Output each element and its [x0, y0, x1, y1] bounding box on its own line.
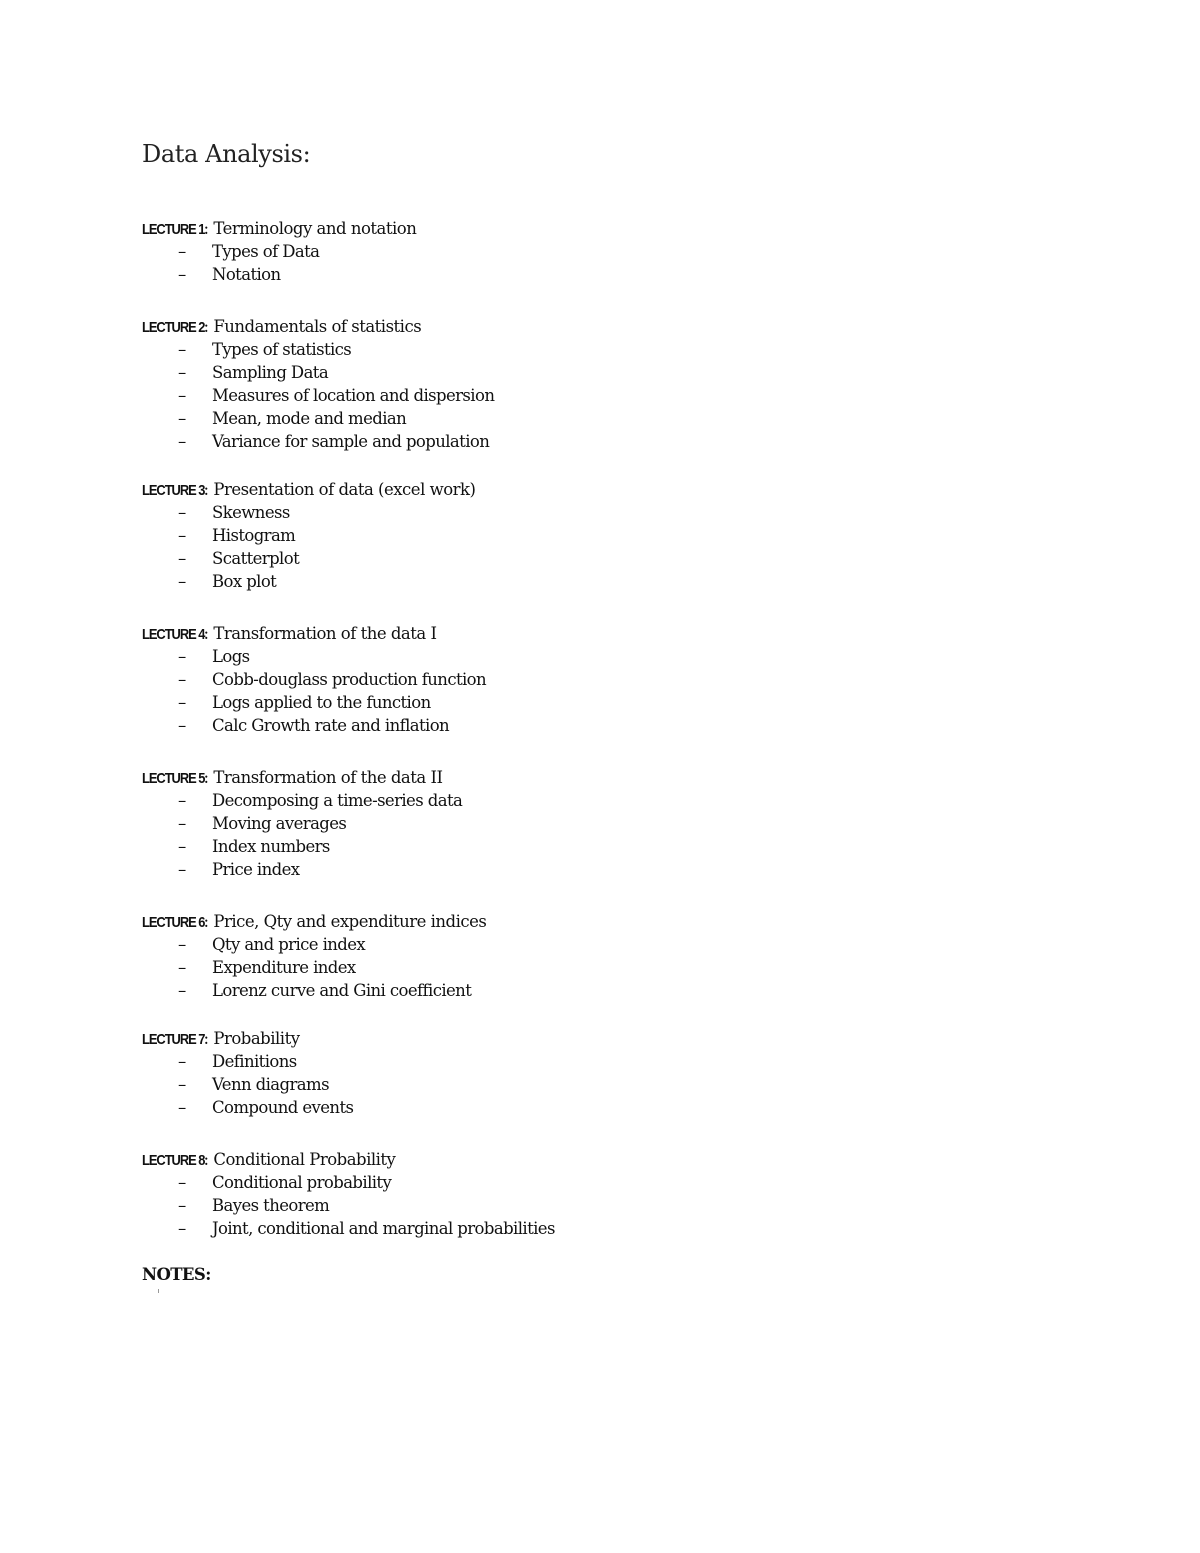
subtopic-text: Calc Growth rate and inflation: [212, 716, 450, 735]
dash-bullet: –: [178, 340, 186, 359]
dash-bullet: –: [178, 981, 186, 1000]
lecture-8-section: [142, 1148, 842, 1240]
lecture-subtopic-list: [142, 789, 842, 881]
dash-bullet: –: [178, 693, 186, 712]
lecture-topic: Probability: [213, 1029, 300, 1048]
subtopic-item: [142, 979, 842, 1002]
lecture-heading: [142, 910, 842, 933]
subtopic-item: [142, 407, 842, 430]
lecture-6-section: [142, 910, 842, 1002]
lecture-separator: :: [203, 1029, 209, 1048]
lecture-subtopic-list: [142, 240, 842, 286]
lecture-topic: Presentation of data (excel work): [213, 480, 476, 499]
subtopic-text: Logs: [212, 647, 250, 666]
subtopic-text: Sampling Data: [212, 363, 329, 382]
subtopic-item: [142, 430, 842, 453]
lecture-4-section: [142, 622, 842, 737]
subtopic-text: Joint, conditional and marginal probabilities: [212, 1219, 555, 1238]
subtopic-item: [142, 338, 842, 361]
subtopic-item: [142, 1171, 842, 1194]
dash-bullet: –: [178, 549, 186, 568]
dash-bullet: –: [178, 572, 186, 591]
lecture-heading: [142, 315, 842, 338]
dash-bullet: –: [178, 1219, 186, 1238]
lecture-subtopic-list: [142, 1050, 842, 1119]
subtopic-item: [142, 714, 842, 737]
lecture-topic: Conditional Probability: [213, 1150, 396, 1169]
subtopic-text: Definitions: [212, 1052, 297, 1071]
lecture-label: LECTURE 6: [142, 914, 205, 931]
subtopic-item: [142, 668, 842, 691]
dash-bullet: –: [178, 1075, 186, 1094]
dash-bullet: –: [178, 1052, 186, 1071]
subtopic-item: [142, 691, 842, 714]
dash-bullet: –: [178, 814, 186, 833]
subtopic-item: [142, 956, 842, 979]
lecture-separator: :: [203, 768, 209, 787]
subtopic-text: Expenditure index: [212, 958, 356, 977]
lecture-separator: :: [203, 480, 209, 499]
dash-bullet: –: [178, 1196, 186, 1215]
document-title: Data Analysis:: [142, 140, 311, 168]
dash-bullet: –: [178, 837, 186, 856]
subtopic-item: [142, 1217, 842, 1240]
dash-bullet: –: [178, 935, 186, 954]
subtopic-text: Mean, mode and median: [212, 409, 407, 428]
dash-bullet: –: [178, 716, 186, 735]
dash-bullet: –: [178, 526, 186, 545]
subtopic-item: [142, 384, 842, 407]
subtopic-text: Price index: [212, 860, 300, 879]
lecture-2-section: [142, 315, 842, 453]
subtopic-item: [142, 858, 842, 881]
subtopic-item: [142, 1050, 842, 1073]
lecture-heading: [142, 217, 842, 240]
subtopic-item: [142, 1194, 842, 1217]
dash-bullet: –: [178, 409, 186, 428]
text-cursor-mark: [158, 1289, 159, 1293]
dash-bullet: –: [178, 242, 186, 261]
dash-bullet: –: [178, 386, 186, 405]
lecture-heading: [142, 478, 842, 501]
subtopic-text: Notation: [212, 265, 281, 284]
subtopic-item: [142, 933, 842, 956]
subtopic-item: [142, 789, 842, 812]
subtopic-text: Venn diagrams: [212, 1075, 329, 1094]
subtopic-item: [142, 263, 842, 286]
subtopic-text: Lorenz curve and Gini coefficient: [212, 981, 472, 1000]
lecture-label: LECTURE 5: [142, 770, 205, 787]
lecture-label: LECTURE 8: [142, 1152, 205, 1169]
lecture-topic: Price, Qty and expenditure indices: [213, 912, 487, 931]
subtopic-item: [142, 1073, 842, 1096]
dash-bullet: –: [178, 432, 186, 451]
lecture-heading: [142, 766, 842, 789]
lecture-separator: :: [203, 624, 209, 643]
subtopic-item: [142, 524, 842, 547]
dash-bullet: –: [178, 958, 186, 977]
subtopic-text: Conditional probability: [212, 1173, 392, 1192]
dash-bullet: –: [178, 503, 186, 522]
subtopic-text: Histogram: [212, 526, 296, 545]
subtopic-text: Logs applied to the function: [212, 693, 431, 712]
subtopic-item: [142, 501, 842, 524]
dash-bullet: –: [178, 647, 186, 666]
subtopic-text: Moving averages: [212, 814, 347, 833]
lecture-3-section: [142, 478, 842, 593]
subtopic-text: Types of Data: [212, 242, 320, 261]
lecture-label: LECTURE 3: [142, 482, 205, 499]
dash-bullet: –: [178, 1098, 186, 1117]
lecture-topic: Transformation of the data II: [213, 768, 443, 787]
subtopic-text: Index numbers: [212, 837, 330, 856]
lecture-5-section: [142, 766, 842, 881]
subtopic-item: [142, 570, 842, 593]
subtopic-item: [142, 361, 842, 384]
lecture-subtopic-list: [142, 501, 842, 593]
lecture-separator: :: [203, 219, 209, 238]
lecture-label: LECTURE 2: [142, 319, 205, 336]
lecture-subtopic-list: [142, 933, 842, 1002]
subtopic-text: Types of statistics: [212, 340, 352, 359]
lecture-subtopic-list: [142, 645, 842, 737]
lecture-1-section: [142, 217, 842, 286]
subtopic-item: [142, 240, 842, 263]
subtopic-text: Compound events: [212, 1098, 354, 1117]
lecture-label: LECTURE 7: [142, 1031, 205, 1048]
dash-bullet: –: [178, 670, 186, 689]
lecture-heading: [142, 1027, 842, 1050]
subtopic-text: Bayes theorem: [212, 1196, 330, 1215]
lecture-separator: :: [203, 317, 209, 336]
dash-bullet: –: [178, 363, 186, 382]
lecture-label: LECTURE 1: [142, 221, 205, 238]
lecture-topic: Fundamentals of statistics: [213, 317, 422, 336]
lecture-topic: Terminology and notation: [213, 219, 417, 238]
subtopic-text: Decomposing a time-series data: [212, 791, 463, 810]
subtopic-text: Variance for sample and population: [212, 432, 490, 451]
subtopic-text: Skewness: [212, 503, 290, 522]
lecture-subtopic-list: [142, 1171, 842, 1240]
lecture-subtopic-list: [142, 338, 842, 453]
lecture-separator: :: [203, 912, 209, 931]
subtopic-item: [142, 835, 842, 858]
subtopic-text: Qty and price index: [212, 935, 366, 954]
subtopic-item: [142, 1096, 842, 1119]
dash-bullet: –: [178, 860, 186, 879]
subtopic-text: Scatterplot: [212, 549, 300, 568]
lecture-7-section: [142, 1027, 842, 1119]
dash-bullet: –: [178, 791, 186, 810]
subtopic-item: [142, 645, 842, 668]
subtopic-item: [142, 547, 842, 570]
dash-bullet: –: [178, 265, 186, 284]
lecture-label: LECTURE 4: [142, 626, 205, 643]
subtopic-text: Cobb-douglass production function: [212, 670, 487, 689]
lecture-heading: [142, 1148, 842, 1171]
lecture-topic: Transformation of the data I: [213, 624, 437, 643]
subtopic-text: Measures of location and dispersion: [212, 386, 495, 405]
subtopic-item: [142, 812, 842, 835]
lecture-heading: [142, 622, 842, 645]
dash-bullet: –: [178, 1173, 186, 1192]
notes-heading: NOTES:: [142, 1265, 211, 1284]
lecture-separator: :: [203, 1150, 209, 1169]
subtopic-text: Box plot: [212, 572, 277, 591]
